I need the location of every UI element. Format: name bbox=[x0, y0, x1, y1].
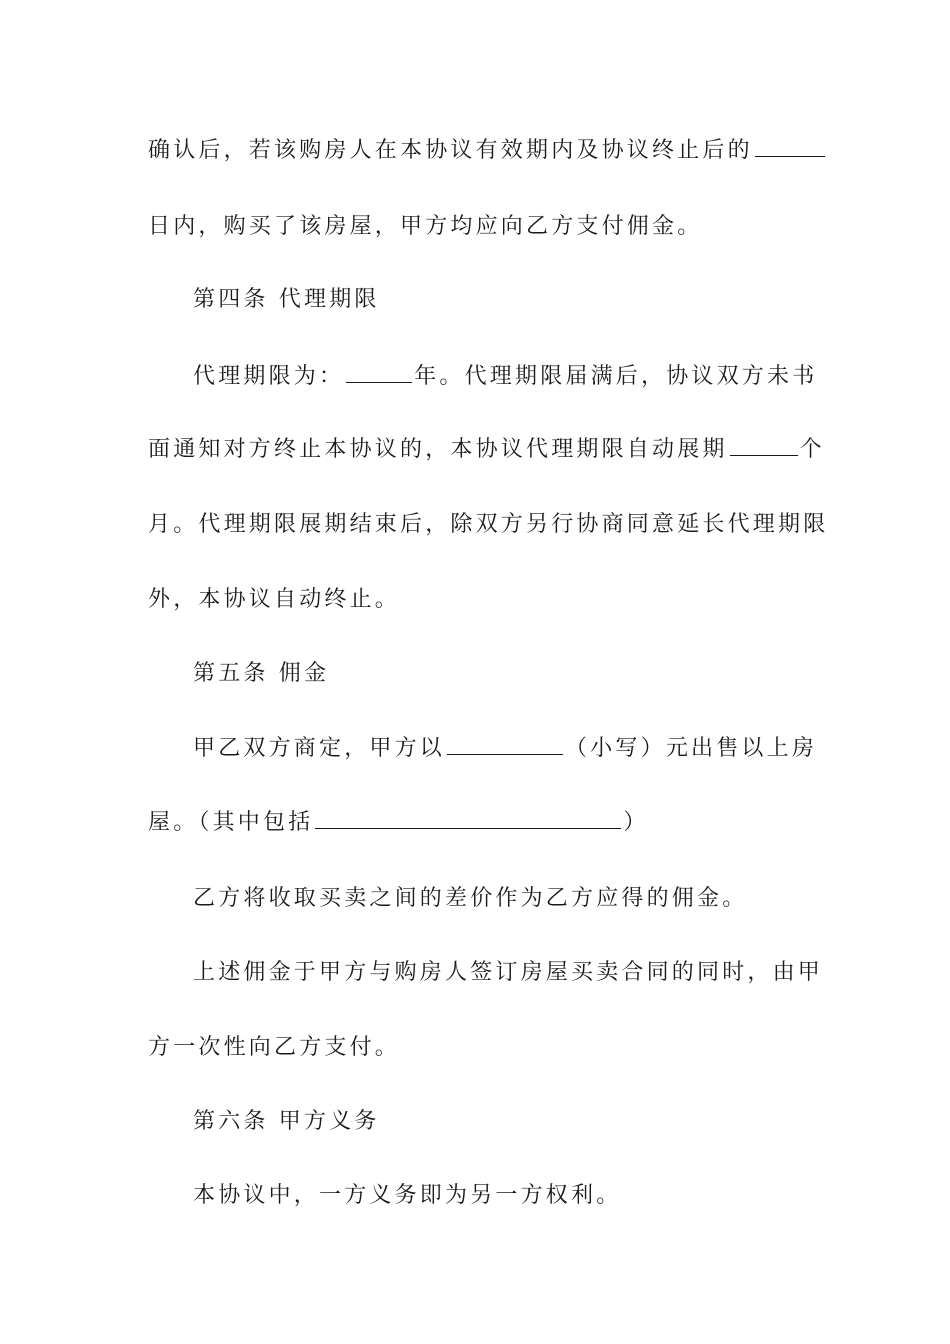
section-heading bbox=[193, 659, 808, 689]
paragraph-line bbox=[193, 958, 824, 988]
line-text: 本协议中，一方义务即为另一方权利。 bbox=[193, 1183, 622, 1208]
fill-in-blank bbox=[755, 136, 825, 157]
fill-in-blank bbox=[447, 734, 563, 755]
line-text: 屋。（其中包括 bbox=[148, 810, 314, 835]
paragraph-line bbox=[193, 362, 818, 392]
line-text: 个 bbox=[799, 437, 825, 462]
paragraph-line bbox=[148, 212, 808, 242]
line-text: （小写）元出售以上房 bbox=[565, 736, 818, 761]
paragraph-line bbox=[193, 884, 808, 914]
paragraph-line bbox=[148, 435, 825, 465]
paragraph-line bbox=[148, 510, 829, 540]
paragraph-line bbox=[148, 808, 808, 838]
line-text: 乙方将收取买卖之间的差价作为乙方应得的佣金。 bbox=[193, 886, 748, 911]
fill-in-blank bbox=[315, 808, 621, 829]
paragraph-line bbox=[193, 734, 818, 764]
line-text: 方一次性向乙方支付。 bbox=[148, 1035, 401, 1060]
section-heading bbox=[193, 1107, 808, 1137]
paragraph-line bbox=[148, 1033, 808, 1063]
heading-text: 第六条 甲方义务 bbox=[193, 1109, 380, 1134]
line-text: 月。代理期限展期结束后，除双方另行协商同意延长代理期限 bbox=[148, 512, 829, 537]
line-text: 外，本协议自动终止。 bbox=[148, 587, 401, 612]
paragraph-line bbox=[193, 1181, 808, 1211]
line-text: 确认后，若该购房人在本协议有效期内及协议终止后的 bbox=[148, 138, 753, 163]
line-text: 面通知对方终止本协议的，本协议代理期限自动展期 bbox=[148, 437, 728, 462]
line-text: 代理期限为： bbox=[193, 364, 345, 389]
heading-text: 第五条 佣金 bbox=[193, 661, 330, 686]
heading-text: 第四条 代理期限 bbox=[193, 287, 380, 312]
line-text: 年。代理期限届满后，协议双方未书 bbox=[414, 364, 818, 389]
line-text: ） bbox=[623, 810, 649, 835]
line-text: 日内，购买了该房屋，甲方均应向乙方支付佣金。 bbox=[148, 214, 703, 239]
paragraph-line bbox=[148, 136, 808, 166]
section-heading bbox=[193, 285, 808, 315]
paragraph-line bbox=[148, 585, 808, 615]
line-text: 上述佣金于甲方与购房人签订房屋买卖合同的同时，由甲 bbox=[193, 960, 824, 985]
line-text: 甲乙双方商定，甲方以 bbox=[193, 736, 446, 761]
fill-in-blank bbox=[730, 435, 798, 456]
fill-in-blank bbox=[346, 362, 412, 383]
